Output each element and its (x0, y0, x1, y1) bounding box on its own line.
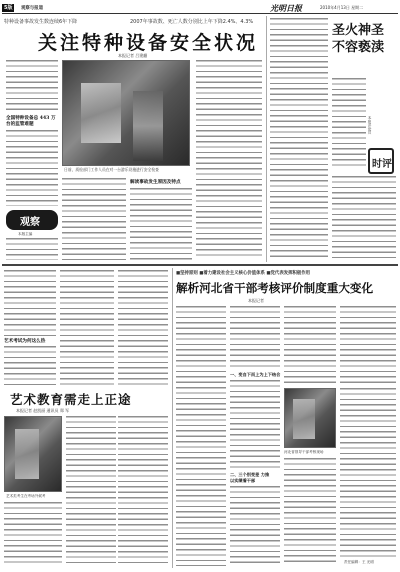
art-byline: 本报记者 赵凯丽 通讯员 郑 军 (16, 408, 70, 413)
art-section-label: 艺术考试为何这么热 (4, 339, 46, 344)
masthead-rule (2, 13, 398, 14)
kicker-right: 2007年事故数、死亡人数分别比上年下降2.4%、4.3% (130, 19, 254, 25)
subhead-2: 解读事故发生原因及特点 (130, 180, 181, 185)
kicker-left: 特种设备事故发生数连续6年下降 (4, 19, 78, 25)
art-body-1 (4, 270, 56, 336)
body-column-1c (6, 238, 58, 260)
photo-detail (81, 83, 121, 143)
cadre-body-6 (340, 388, 396, 558)
photo-caption: 日前，质检部门工作人员在对一台游乐设施进行安全检查 (64, 167, 159, 172)
bottom-divider (172, 268, 173, 568)
section-rule (2, 264, 398, 266)
cadre-body-5 (284, 458, 336, 566)
cadre-kicker: ■坚持原则 ■着力建设社会主义核心价值体系 ■党代表发挥积极作用 (176, 271, 311, 276)
cadre-body-2a (230, 306, 280, 370)
art-photo-detail (15, 429, 39, 479)
cadre-story (174, 268, 398, 568)
art-body-2 (4, 346, 56, 386)
masthead (2, 2, 398, 15)
cadre-photo-caption: 河北省领导干部考核现场 (284, 450, 324, 454)
commentary-author: 本报评论员 (368, 116, 372, 134)
body-column-4 (196, 60, 262, 260)
observation-badge (6, 210, 58, 230)
news-photo (62, 60, 190, 166)
cadre-subhead-3: 以实绩看干部 (230, 478, 256, 483)
art-photo (4, 416, 62, 492)
headline: 关注特种设备安全状况 (38, 32, 259, 54)
cadre-body-3 (284, 306, 336, 384)
art-education-story (2, 268, 170, 568)
footer-credit: 责任编辑：王 光明 (344, 560, 374, 564)
art-body-7 (118, 416, 168, 566)
commentary-tag-label: 时评 (372, 159, 392, 170)
cadre-subhead-2: 二、三个别变差 力推 (230, 472, 270, 477)
commentary-headline: 圣火神圣不容亵渎 (332, 23, 385, 55)
cadre-body-1 (176, 306, 226, 566)
body-column-1 (6, 60, 58, 114)
cadre-headline: 解析河北省干部考核评价制度重大变化 (176, 281, 374, 295)
cadre-photo (284, 388, 336, 448)
body-column-2 (62, 178, 126, 260)
art-headline: 艺术教育需走上正途 (10, 392, 132, 407)
subhead-1: 全国特种设备总 443 万台的监管难题 (6, 116, 56, 127)
section-label: 观察与报道 (21, 6, 43, 11)
commentary-body-2 (332, 78, 366, 170)
art-body-6 (66, 416, 116, 566)
top-story (2, 16, 264, 262)
art-photo-caption: 艺术类考生在考场外候考 (6, 494, 46, 498)
art-body-5 (4, 502, 62, 566)
art-body-3 (60, 270, 114, 386)
cadre-body-2c (230, 486, 280, 566)
column-divider (266, 16, 267, 262)
byline: 本报记者 吕建翻 (118, 53, 148, 58)
page-number: 5版 (4, 5, 13, 11)
art-body-4 (118, 270, 168, 386)
cadre-photo-detail (293, 399, 315, 439)
cadre-byline: 本报记者 (248, 298, 264, 303)
cadre-body-2b (230, 380, 280, 470)
commentary (268, 16, 398, 262)
issue-date: 2010年4月13日 星期二 (320, 5, 364, 10)
body-column-1b (6, 130, 58, 206)
commentary-body-1 (270, 18, 328, 258)
paper-name: 光明日报 (270, 3, 302, 13)
commentary-tag (368, 148, 394, 174)
body-column-3 (130, 188, 192, 260)
observation-sub: 本版主编 (18, 232, 33, 236)
cadre-subhead-1: 一、变自下而上为上下结合 (230, 372, 281, 377)
observation-label: 观察 (20, 217, 40, 228)
photo-figure (133, 91, 163, 161)
cadre-body-4 (340, 306, 396, 384)
commentary-body-3 (332, 176, 396, 258)
